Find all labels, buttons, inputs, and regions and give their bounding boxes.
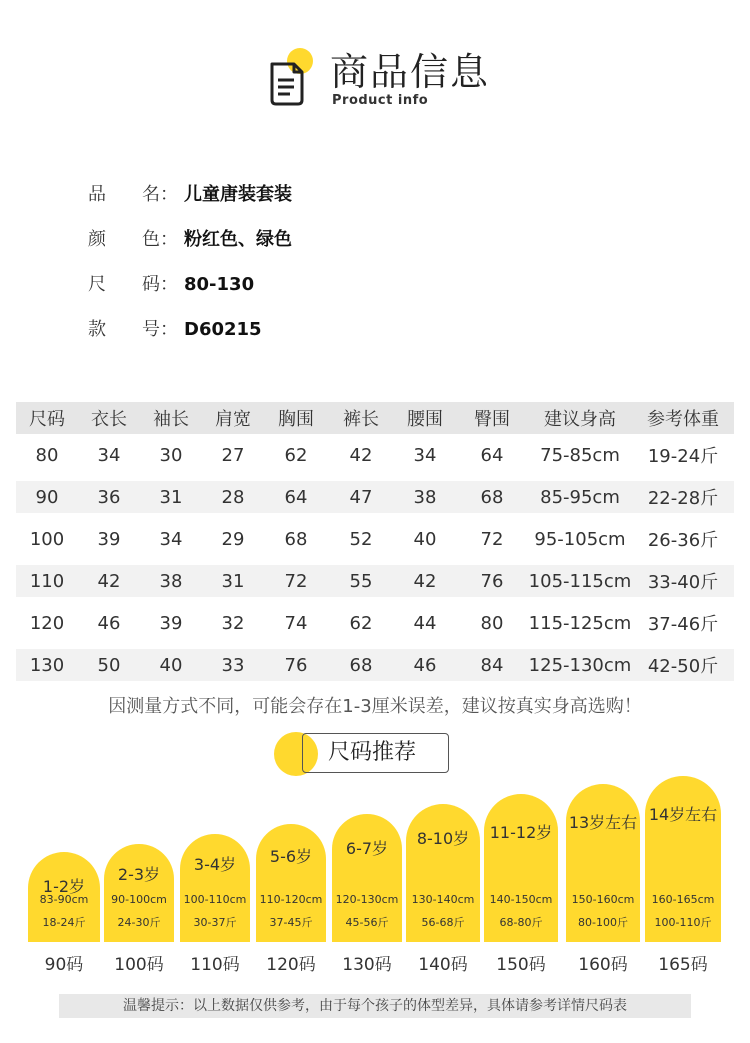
card-height: 83-90cm	[39, 893, 89, 906]
info-key: 色：	[142, 229, 178, 250]
table-cell: 84	[480, 654, 504, 676]
size-card	[104, 844, 174, 942]
table-cell: 72	[284, 570, 308, 592]
table-cell: 29	[221, 528, 245, 550]
card-size-label: 130码	[342, 955, 392, 975]
table-row	[16, 565, 734, 597]
card-size-label: 150码	[496, 955, 546, 975]
table-cell: 68	[349, 654, 373, 676]
card-height: 110-120cm	[259, 893, 323, 906]
table-cell: 80	[480, 612, 504, 634]
table-cell: 76	[480, 570, 504, 592]
table-cell: 46	[413, 654, 437, 676]
size-card	[28, 852, 100, 942]
table-cell: 64	[284, 486, 308, 508]
size-card	[332, 814, 402, 942]
info-key: 名：	[142, 184, 178, 205]
table-cell: 110	[29, 570, 65, 592]
table-row	[16, 649, 734, 681]
size-card	[180, 834, 250, 942]
card-size-label: 160码	[578, 955, 628, 975]
card-weight: 18-24斤	[42, 916, 86, 929]
size-card	[484, 794, 558, 942]
card-weight: 56-68斤	[421, 916, 465, 929]
size-card	[645, 776, 721, 942]
table-header-cell: 臀围	[474, 409, 510, 430]
card-weight: 24-30斤	[117, 916, 161, 929]
size-card	[256, 824, 326, 942]
card-age: 2-3岁	[117, 865, 161, 884]
recommend-title	[274, 732, 454, 776]
table-cell: 125-130cm	[528, 654, 632, 676]
info-value: 80-130	[184, 274, 255, 295]
table-cell: 39	[159, 612, 183, 634]
card-size-label: 120码	[266, 955, 316, 975]
info-key: 品	[88, 184, 106, 205]
card-height: 130-140cm	[411, 893, 475, 906]
card-age: 5-6岁	[269, 847, 313, 866]
card-age: 8-10岁	[416, 829, 470, 848]
table-row	[16, 434, 734, 476]
card-size-label: 165码	[658, 955, 708, 975]
card-size-label: 90码	[44, 955, 84, 975]
table-cell: 31	[221, 570, 245, 592]
table-cell: 95-105cm	[534, 528, 626, 550]
card-height: 100-110cm	[183, 893, 247, 906]
table-cell: 37-46斤	[647, 614, 719, 635]
table-cell: 33	[221, 654, 245, 676]
table-cell: 38	[413, 486, 437, 508]
table-header-cell: 腰围	[407, 409, 443, 430]
table-header-cell: 建议身高	[544, 409, 616, 430]
table-cell: 36	[97, 486, 121, 508]
recommend-title-label: 尺码推荐	[328, 740, 417, 765]
table-cell: 85-95cm	[540, 486, 620, 508]
size-table	[16, 402, 734, 686]
table-header-row	[16, 402, 734, 434]
table-cell: 34	[413, 444, 437, 466]
table-cell: 40	[413, 528, 437, 550]
table-cell: 47	[349, 486, 373, 508]
table-cell: 39	[97, 528, 121, 550]
card-weight: 45-56斤	[345, 916, 389, 929]
table-cell: 130	[29, 654, 65, 676]
card-height: 150-160cm	[571, 893, 635, 906]
section-subtitle: Product info	[332, 93, 429, 108]
table-cell: 32	[221, 612, 245, 634]
table-header-cell: 参考体重	[647, 409, 719, 430]
table-cell: 90	[35, 486, 59, 508]
table-cell: 100	[29, 528, 65, 550]
table-cell: 68	[480, 486, 504, 508]
info-key: 款	[88, 319, 106, 340]
card-age: 6-7岁	[345, 839, 389, 858]
table-cell: 38	[159, 570, 183, 592]
measurement-note: 因测量方式不同，可能会存在1-3厘米误差，建议按真实身高选购！	[108, 696, 642, 717]
card-height: 120-130cm	[335, 893, 399, 906]
table-cell: 50	[97, 654, 121, 676]
info-value: 粉红色、绿色	[184, 229, 292, 250]
card-weight: 37-45斤	[269, 916, 313, 929]
card-height: 90-100cm	[111, 893, 167, 906]
table-cell: 62	[349, 612, 373, 634]
table-cell: 42	[97, 570, 121, 592]
table-cell: 30	[159, 444, 183, 466]
table-cell: 26-36斤	[647, 530, 719, 551]
table-cell: 80	[35, 444, 59, 466]
table-header-cell: 尺码	[29, 409, 65, 430]
info-value: D60215	[184, 319, 262, 340]
info-key: 号：	[142, 319, 178, 340]
table-cell: 40	[159, 654, 183, 676]
card-age: 1-2岁	[42, 877, 86, 896]
card-size-label: 110码	[190, 955, 240, 975]
table-header-cell: 袖长	[153, 409, 189, 430]
table-cell: 46	[97, 612, 121, 634]
card-weight: 100-110斤	[654, 916, 712, 929]
table-row	[16, 481, 734, 513]
table-cell: 27	[221, 444, 245, 466]
table-cell: 22-28斤	[647, 488, 719, 509]
size-card	[406, 804, 480, 942]
table-cell: 68	[284, 528, 308, 550]
table-header-cell: 胸围	[278, 409, 314, 430]
card-weight: 80-100斤	[578, 916, 628, 929]
table-cell: 52	[349, 528, 373, 550]
table-cell: 44	[413, 612, 437, 634]
table-cell: 105-115cm	[528, 570, 632, 592]
table-cell: 120	[29, 612, 65, 634]
info-key: 码：	[142, 274, 178, 295]
card-weight: 68-80斤	[499, 916, 543, 929]
table-cell: 42	[413, 570, 437, 592]
card-size-label: 100码	[114, 955, 164, 975]
info-key: 尺	[88, 274, 106, 295]
table-cell: 72	[480, 528, 504, 550]
table-cell: 28	[221, 486, 245, 508]
section-title: 商品信息	[330, 50, 491, 94]
section-header	[0, 40, 750, 120]
size-card	[566, 784, 640, 942]
table-cell: 64	[480, 444, 504, 466]
table-cell: 31	[159, 486, 183, 508]
card-size-label: 140码	[418, 955, 468, 975]
table-header-cell: 衣长	[91, 409, 127, 430]
table-cell: 74	[284, 612, 308, 634]
table-cell: 33-40斤	[647, 572, 719, 593]
info-value: 儿童唐装套装	[184, 184, 292, 205]
table-cell: 55	[349, 570, 373, 592]
table-cell: 19-24斤	[647, 446, 719, 467]
table-cell: 62	[284, 444, 308, 466]
info-key: 颜	[88, 229, 106, 250]
table-row	[16, 518, 734, 560]
table-cell: 115-125cm	[528, 612, 632, 634]
table-cell: 42	[349, 444, 373, 466]
card-height: 140-150cm	[489, 893, 553, 906]
card-age: 3-4岁	[193, 855, 237, 874]
card-age: 11-12岁	[489, 823, 553, 842]
card-height: 160-165cm	[651, 893, 715, 906]
table-header-cell: 肩宽	[215, 409, 251, 430]
table-cell: 76	[284, 654, 308, 676]
table-cell: 34	[97, 444, 121, 466]
card-age: 14岁左右	[648, 805, 718, 824]
card-weight: 30-37斤	[193, 916, 237, 929]
table-header-cell: 裤长	[343, 409, 379, 430]
card-age: 13岁左右	[568, 813, 638, 832]
table-row	[16, 602, 734, 644]
table-cell: 75-85cm	[540, 444, 620, 466]
table-cell: 34	[159, 528, 183, 550]
document-icon	[268, 60, 308, 108]
footer-tip: 温馨提示：以上数据仅供参考，由于每个孩子的体型差异，具体请参考详情尺码表	[59, 994, 691, 1018]
table-cell: 42-50斤	[647, 656, 719, 677]
